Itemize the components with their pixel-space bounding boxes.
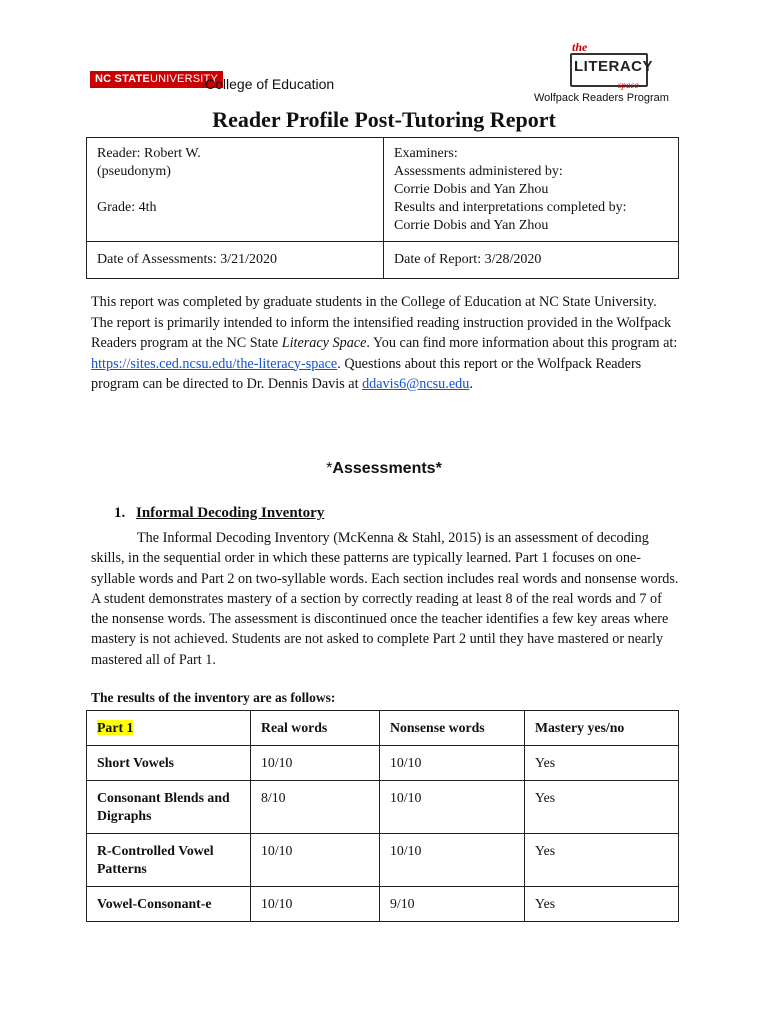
row-label: Short Vowels [87, 746, 251, 781]
email-link[interactable]: ddavis6@ncsu.edu [362, 376, 470, 392]
reader-name: Reader: Robert W. [97, 146, 201, 161]
grade: Grade: 4th [97, 200, 157, 215]
reader-info-table [86, 137, 679, 279]
section-body [91, 528, 679, 670]
table-row [87, 834, 679, 887]
heading-star-left: * [326, 460, 333, 477]
real-score: 10/10 [251, 746, 380, 781]
logo-literacy-text: LITERACY [574, 58, 653, 75]
intro-text-2: . You can find more information about this program at: [366, 335, 678, 351]
administered-by-label: Assessments administered by: [394, 164, 563, 179]
program-name: Wolfpack Readers Program [534, 92, 669, 104]
real-score: 10/10 [251, 887, 380, 922]
intro-italic: Literacy Space [281, 335, 367, 351]
header-mastery: Mastery yes/no [525, 711, 679, 746]
header-part [87, 711, 251, 746]
report-title: Reader Profile Post-Tutoring Report [212, 107, 556, 132]
section-number: 1. [114, 505, 126, 521]
table-row [87, 887, 679, 922]
examiners-cell [384, 138, 679, 242]
row-label: Consonant Blends and Digraphs [87, 781, 251, 834]
header-nonsense: Nonsense words [380, 711, 525, 746]
literacy-space-logo [566, 40, 653, 94]
heading-text: Assessments [332, 460, 436, 477]
section-body-text: The Informal Decoding Inventory (McKenna & Stahl, 2015) is an assessment of decoding skills, in the sequential order in which these patterns are typically learned. Part 1 focuses on one-syllable words and Part 2 on two-syllable words. Each section includes real words and nonsense words. A student demonstrates mastery of a section by correctly reading at least 8 of the real words and 7 of the nonsense words. The assessment is discontinued once the teacher identifies a few key areas where mastery is not achieved. Students are not asked to complete Part 2 until they have mastered or nearly mastered all of Part 1. [91, 530, 679, 668]
college-name: College of Education [205, 76, 335, 92]
nonsense-score: 10/10 [380, 834, 525, 887]
nonsense-score: 9/10 [380, 887, 525, 922]
intro-text-3: . Questions about this report or the Wolfpack Readers program can be directed to Dr. Dennis Davis at [91, 355, 642, 392]
row-label: R-Controlled Vowel Patterns [87, 834, 251, 887]
header-part-text: Part 1 [97, 720, 134, 735]
logo-bold-text: NC STATE [95, 73, 150, 85]
logo-light-text: UNIVERSITY [149, 73, 218, 85]
logo-space-text: space [618, 80, 639, 90]
intro-paragraph [91, 292, 681, 395]
real-score: 10/10 [251, 834, 380, 887]
pseudonym-note: (pseudonym) [97, 164, 171, 179]
administrators: Corrie Dobis and Yan Zhou [394, 182, 549, 197]
interpreters: Corrie Dobis and Yan Zhou [394, 218, 549, 233]
assessments-heading [0, 460, 768, 478]
nonsense-score: 10/10 [380, 781, 525, 834]
reader-cell [87, 138, 384, 242]
table-row [87, 781, 679, 834]
mastery-value: Yes [525, 781, 679, 834]
real-score: 8/10 [251, 781, 380, 834]
nonsense-score: 10/10 [380, 746, 525, 781]
date-report: Date of Report: 3/28/2020 [384, 242, 679, 279]
ncstate-logo [90, 71, 223, 88]
date-assessments: Date of Assessments: 3/21/2020 [87, 242, 384, 279]
mastery-value: Yes [525, 746, 679, 781]
section-title: Informal Decoding Inventory [136, 505, 325, 521]
interpreted-by-label: Results and interpretations completed by: [394, 200, 627, 215]
table-row [87, 746, 679, 781]
header-real: Real words [251, 711, 380, 746]
heading-star-right: * [435, 460, 442, 477]
results-header-row [87, 711, 679, 746]
examiners-label: Examiners: [394, 146, 458, 161]
intro-text-1: This report was completed by graduate students in the College of Education at NC State University. The report is primarily intended to inform the intensified reading instruction provided in the Wolfpack Readers program at the NC State [91, 294, 672, 351]
logo-the-text: the [572, 40, 588, 54]
literacy-space-link[interactable]: https://sites.ced.ncsu.edu/the-literacy-space [91, 355, 338, 372]
mastery-value: Yes [525, 887, 679, 922]
row-label: Vowel-Consonant-e [87, 887, 251, 922]
mastery-value: Yes [525, 834, 679, 887]
intro-text-4: . [469, 376, 473, 392]
results-table [86, 710, 679, 922]
results-label: The results of the inventory are as follows: [91, 690, 336, 705]
